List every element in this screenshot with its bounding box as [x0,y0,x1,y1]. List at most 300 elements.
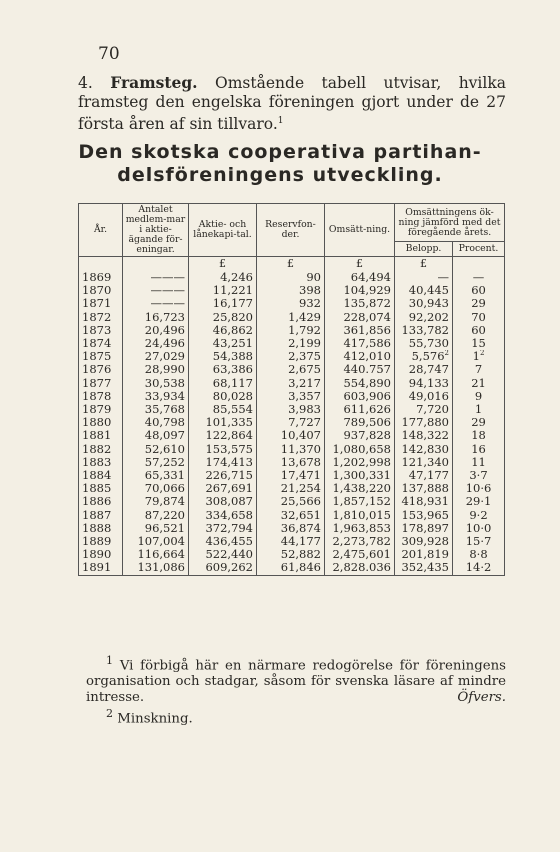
table-cell-amount-value: 133,782 [401,323,449,337]
table-cell-capital-value: 122,864 [205,429,253,443]
table-cell-year [79,548,123,561]
table-cell-reserve [257,495,325,508]
table-cell-percent [453,311,505,324]
table-cell-amount [395,337,453,350]
table-cell-members-value: 20,496 [144,323,185,337]
table-cell-capital-value: 63,386 [212,363,253,377]
table-cell-percent-value: 15·7 [465,535,492,549]
table-cell-amount [395,509,453,522]
table-cell-year [79,377,123,390]
table-cell-members-value: 52,610 [144,442,185,456]
table-cell-year-value: 1876 [82,363,112,377]
table-cell-percent-value: 8·8 [469,548,488,562]
table-cell-year-value: 1888 [82,521,112,535]
table-cell-members [123,456,189,469]
table-cell-percent [453,350,505,363]
statistics-table [78,203,505,576]
units-row [79,257,505,272]
table-cell-percent-value: 9 [474,389,483,403]
table-cell-members [123,548,189,561]
table-cell-members [123,271,189,284]
table-cell-year [79,482,123,495]
table-cell-percent-value: 18 [471,429,486,443]
table-cell-year-value: 1886 [82,495,112,509]
table-cell-turnover [325,429,395,442]
table-cell-amount-value: 40,445 [408,284,449,298]
header-members: Antalet medlem-mar i aktie-ägande för-eningar. [123,204,189,257]
table-cell-percent [453,324,505,337]
table-cell-percent-value: 10·0 [465,521,492,535]
table-cell-amount-value: 148,322 [401,429,449,443]
table-cell-capital [189,561,257,575]
table-cell-capital [189,284,257,297]
table-cell-percent [453,561,505,575]
table-row [79,403,505,416]
table-cell-turnover-value: 64,494 [350,271,391,284]
table-cell-reserve-value: 36,874 [280,521,321,535]
table-row [79,535,505,548]
table-cell-turnover-value: 1,857,152 [332,495,391,509]
table-cell-year [79,456,123,469]
table-cell-turnover [325,377,395,390]
table-cell-amount-value: 352,435 [401,561,449,575]
table-cell-year-value: 1882 [82,442,112,456]
table-cell-capital-value: 80,028 [212,389,253,403]
table-cell-year-value: 1879 [82,403,112,417]
table-cell-members-value: 116,664 [137,548,185,562]
table-cell-percent [453,456,505,469]
table-cell-amount-value: 201,819 [401,548,449,562]
table-cell-members [123,377,189,390]
table-cell-year-value: 1884 [82,469,112,483]
table-cell-percent-value: 70 [471,310,486,324]
table-cell-members [123,337,189,350]
table-cell-amount-value: 178,897 [401,521,449,535]
table-cell-reserve-value: 44,177 [280,535,321,549]
table-cell-year-value: 1887 [82,508,112,522]
table-cell-amount-value: 28,747 [408,363,449,377]
table-cell-members-value: 57,252 [144,455,185,469]
table-cell-turnover-value: 2,273,782 [332,535,391,549]
table-cell-capital [189,271,257,284]
table-cell-capital-value: 46,862 [212,323,253,337]
table-cell-capital-value: 436,455 [205,535,253,549]
table-cell-year [79,509,123,522]
table-cell-capital [189,509,257,522]
table-cell-members-value: 48,097 [144,429,185,443]
unit-capital: £ [189,257,257,272]
table-cell-members-value: 28,990 [144,363,185,377]
table-cell-percent [453,271,505,284]
table-cell-capital-value: 54,388 [212,350,253,364]
header-amount: Belopp. [395,242,453,257]
table-cell-capital-value: 85,554 [212,403,253,417]
table-cell-reserve-value: 90 [306,271,321,284]
table-cell-year [79,324,123,337]
table-cell-members [123,403,189,416]
table-cell-year-value: 1873 [82,323,112,337]
table-cell-percent-value: 1 [474,403,483,417]
footnote-2-text: Minskning. [117,711,193,727]
table-cell-amount [395,377,453,390]
table-cell-capital [189,324,257,337]
table-cell-turnover-value: 440.757 [343,363,391,377]
table-cell-year-value: 1875 [82,350,112,364]
table-cell-members-value: 33,934 [144,389,185,403]
intro-line1: Omstående tabell utvisar, hvilka [215,74,506,92]
table-cell-turnover-value: 554,890 [343,376,391,390]
table-row [79,456,505,469]
table-cell-percent [453,377,505,390]
table-cell-amount [395,443,453,456]
table-cell-capital-value: 334,658 [205,508,253,522]
table-cell-capital-value: 609,262 [205,561,253,575]
table-cell-percent-value: 29 [471,297,486,311]
table-cell-amount [395,350,453,363]
table-cell-year-value: 1871 [82,297,112,311]
table-cell-members-value: 107,004 [137,535,185,549]
table-cell-year [79,469,123,482]
table-cell-year [79,337,123,350]
table-cell-amount [395,429,453,442]
table-cell-reserve-value: 10,407 [280,429,321,443]
table-cell-members-value: ——— [150,284,185,298]
table-cell-turnover [325,337,395,350]
table-cell-members-value: ——— [150,297,185,311]
footnotes [86,653,506,728]
table-cell-members [123,350,189,363]
table-cell-turnover [325,390,395,403]
table-cell-percent-value: 29·1 [465,495,492,509]
table-cell-percent [453,535,505,548]
table-cell-capital-value: 226,715 [205,469,253,483]
table-cell-reserve-value: 3,983 [288,403,321,417]
table-cell-amount [395,522,453,535]
table-cell-amount [395,548,453,561]
table-cell-reserve [257,297,325,310]
title-line1: Den skotska cooperativa partihan- [78,141,482,163]
table-cell-amount-value: 121,340 [401,455,449,469]
table-cell-capital [189,416,257,429]
table-cell-turnover-value: 412,010 [343,350,391,364]
table-cell-capital [189,522,257,535]
table-cell-reserve-value: 3,357 [288,389,321,403]
table-cell-amount-value: 142,830 [401,442,449,456]
table-cell-members-value: 96,521 [144,521,185,535]
table-cell-reserve-value: 25,566 [280,495,321,509]
table-cell-turnover [325,548,395,561]
table-cell-percent-value: 15 [471,337,486,351]
table-cell-amount [395,495,453,508]
table-cell-turnover [325,363,395,376]
table-cell-year [79,403,123,416]
intro-paragraph [78,73,506,134]
table-cell-reserve [257,535,325,548]
table-cell-reserve [257,271,325,284]
header-year: År. [79,204,123,257]
table-cell-capital-value: 11,221 [212,284,253,298]
table-cell-percent-value: 60 [471,284,486,298]
table-cell-percent-value: 9·2 [469,508,488,522]
table-cell-reserve-value: 3,217 [288,376,321,390]
table-row [79,350,505,363]
table-cell-members [123,469,189,482]
table-cell-percent-value: 29 [471,416,486,430]
unit-empty [453,257,505,272]
table-cell-capital-value: 174,413 [205,455,253,469]
table-cell-year [79,535,123,548]
table-cell-year [79,297,123,310]
table-row [79,469,505,482]
table-cell-members [123,482,189,495]
table-cell-turnover-value: 361,856 [343,323,391,337]
table-cell-percent [453,522,505,535]
table-cell-amount-value: 5,576 [411,350,445,364]
section-number: 4. [78,74,93,92]
table-row [79,377,505,390]
table-cell-percent [453,337,505,350]
table-cell-members-value: ——— [150,271,185,284]
table-cell-capital-value: 68,117 [212,376,253,390]
table-cell-percent [453,548,505,561]
table-cell-percent-value: 1 [472,350,480,364]
table-cell-turnover [325,561,395,575]
table-row [79,311,505,324]
table-cell-capital [189,443,257,456]
table-cell-members [123,509,189,522]
table-cell-capital [189,297,257,310]
footnote-1-text: Vi förbigå här en närmare redogörelse för föreningens organisation och stadgar, såsom för svenska läsare af mindre intresse. [86,658,506,706]
table-cell-turnover-value: 603,906 [343,389,391,403]
table-cell-year [79,284,123,297]
table-cell-members [123,522,189,535]
table-cell-turnover [325,297,395,310]
table-cell-reserve [257,429,325,442]
table-cell-turnover [325,403,395,416]
table-row [79,337,505,350]
table-cell-turnover-value: 1,963,853 [332,521,391,535]
table-row [79,416,505,429]
table-cell-turnover [325,469,395,482]
table-cell-amount [395,535,453,548]
table-cell-capital [189,390,257,403]
table-cell-turnover [325,482,395,495]
table-cell-reserve-value: 1,792 [288,323,321,337]
footnote-ref: 1 [277,116,284,126]
table-cell-members [123,495,189,508]
intro-line2: framsteg den engelska föreningen gjort under de 27 [78,93,506,111]
table-cell-reserve [257,284,325,297]
unit-amount: £ [395,257,453,272]
table-cell-capital [189,337,257,350]
table-header-row [79,204,505,242]
table-cell-members-value: 35,768 [144,403,185,417]
table-cell-capital-value: 153,575 [205,442,253,456]
table-cell-capital [189,311,257,324]
table-cell-members [123,429,189,442]
table-cell-turnover [325,456,395,469]
table-cell-reserve [257,337,325,350]
table-cell-capital [189,495,257,508]
table-cell-year-value: 1869 [82,271,112,284]
table-cell-turnover-value: 789,506 [343,416,391,430]
table-cell-amount [395,390,453,403]
table-cell-members [123,443,189,456]
table-cell-capital [189,403,257,416]
table-cell-reserve-value: 52,882 [280,548,321,562]
table-cell-year-value: 1891 [82,561,112,575]
table-cell-members [123,311,189,324]
table-cell-turnover-value: 1,080,658 [332,442,391,456]
table-cell-members-value: 87,220 [144,508,185,522]
table-cell-amount-value: 55,730 [408,337,449,351]
table-cell-year-value: 1874 [82,337,112,351]
table-cell-amount [395,271,453,284]
table-cell-amount-value: 92,202 [408,310,449,324]
footnote-1-sign: Öfvers. [457,690,506,706]
table-row [79,284,505,297]
table-cell-capital [189,377,257,390]
table-cell-members [123,390,189,403]
table-cell-amount [395,561,453,575]
table-cell-turnover-value: 104,929 [343,284,391,298]
table-row [79,429,505,442]
table-cell-amount [395,456,453,469]
table-cell-amount-value: 49,016 [408,389,449,403]
table-cell-capital [189,535,257,548]
table-cell-turnover [325,311,395,324]
table-cell-turnover-value: 135,872 [343,297,391,311]
table-cell-reserve-value: 2,675 [288,363,321,377]
table-cell-capital [189,363,257,376]
table-cell-percent-value: 16 [471,442,486,456]
table-cell-amount-value: 94,133 [408,376,449,390]
table-cell-members-value: 70,066 [144,482,185,496]
unit-empty [123,257,189,272]
table-cell-reserve [257,324,325,337]
table-cell-percent-value: 10·6 [465,482,492,496]
table-cell-capital-value: 308,087 [205,495,253,509]
table-cell-year-value: 1881 [82,429,112,443]
table-cell-reserve [257,350,325,363]
table-cell-amount [395,416,453,429]
table-cell-capital [189,429,257,442]
table-cell-capital-value: 43,251 [212,337,253,351]
table-cell-amount-value: — [437,271,449,284]
table-cell-turnover-value: 417,586 [343,337,391,351]
table-cell-reserve-value: 1,429 [288,310,321,324]
table-cell-members-value: 131,086 [137,561,185,575]
table-cell-year-value: 1889 [82,535,112,549]
table-cell-reserve-value: 2,375 [288,350,321,364]
unit-empty [79,257,123,272]
table-cell-turnover-value: 611,626 [343,403,391,417]
table-cell-turnover-value: 1,300,331 [332,469,391,483]
table-cell-amount-value: 309,928 [401,535,449,549]
table-cell-percent [453,390,505,403]
table-cell-percent-value: 3·7 [469,469,488,483]
table-cell-year-value: 1870 [82,284,112,298]
table-cell-amount-value: 7,720 [416,403,449,417]
table-cell-year-value: 1885 [82,482,112,496]
table-cell-reserve-value: 398 [299,284,321,298]
table-cell-capital-value: 372,794 [205,521,253,535]
table-cell-turnover-value: 2,828.036 [332,561,391,575]
table-cell-year-value: 1890 [82,548,112,562]
table-cell-turnover [325,495,395,508]
table-cell-amount [395,469,453,482]
table-cell-capital-value: 267,691 [205,482,253,496]
table-cell-members-value: 65,331 [144,469,185,483]
table-row [79,509,505,522]
table-cell-year [79,561,123,575]
table-cell-year-value: 1877 [82,376,112,390]
table-cell-members-value: 79,874 [144,495,185,509]
table-cell-year [79,311,123,324]
table-cell-reserve [257,522,325,535]
table-cell-amount-value: 47,177 [408,469,449,483]
footnote-2-mark: 2 [106,707,114,721]
table-cell-percent-value: 60 [471,323,486,337]
table-cell-capital [189,548,257,561]
table-cell-year-value: 1872 [82,310,112,324]
table-cell-percent-value: 14·2 [465,561,492,575]
table-cell-capital [189,469,257,482]
table-cell-reserve-value: 932 [299,297,321,311]
header-reserve: Reservfon-der. [257,204,325,257]
header-share-capital: Aktie- och lånekapi-tal. [189,204,257,257]
table-row [79,482,505,495]
table-cell-percent [453,416,505,429]
page-number: 70 [98,44,120,64]
table-cell-turnover-value: 2,475,601 [332,548,391,562]
table-cell-members-value: 27,029 [144,350,185,364]
table-cell-year [79,443,123,456]
table-cell-amount-value: 418,931 [401,495,449,509]
table-cell-reserve-value: 21,254 [280,482,321,496]
table-cell-members [123,416,189,429]
table-cell-amount [395,284,453,297]
table-cell-amount-value: 137,888 [401,482,449,496]
table-cell-amount [395,324,453,337]
table-row [79,297,505,310]
table-cell-turnover-value: 228,074 [343,310,391,324]
table-cell-reserve-value: 32,651 [280,508,321,522]
table-cell-amount [395,363,453,376]
table-cell-turnover [325,271,395,284]
table-cell-amount [395,403,453,416]
title-line2: delsföreningens utveckling. [117,164,443,186]
table-cell-capital-value: 4,246 [220,271,253,284]
table-cell-percent-value: 21 [471,376,486,390]
table-cell-turnover [325,535,395,548]
table-cell-turnover [325,416,395,429]
section-heading: Framsteg. [110,73,198,92]
table-cell-members [123,324,189,337]
table-cell-percent [453,363,505,376]
table-cell-percent [453,509,505,522]
table-cell-capital-value: 25,820 [212,310,253,324]
header-percent: Procent. [453,242,505,257]
table-cell-members [123,561,189,575]
table-cell-amount [395,297,453,310]
table-cell-year [79,429,123,442]
table-cell-year [79,350,123,363]
table-cell-reserve-value: 13,678 [280,455,321,469]
table-cell-members [123,363,189,376]
table-cell-amount-value: 177,880 [401,416,449,430]
unit-turnover: £ [325,257,395,272]
